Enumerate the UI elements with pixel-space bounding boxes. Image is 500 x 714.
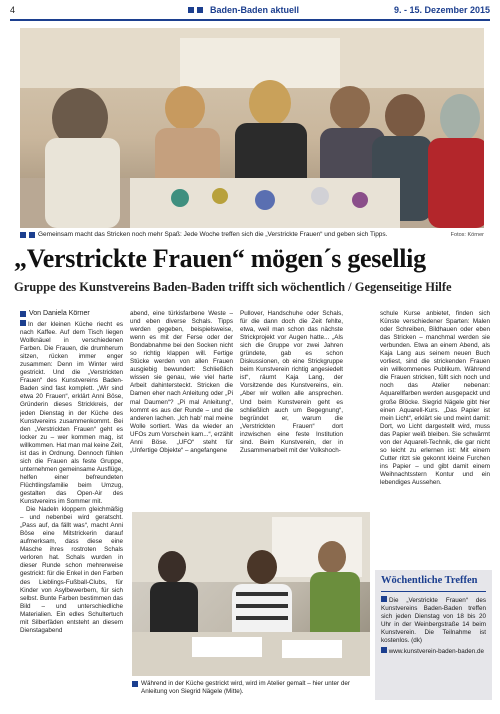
article-column-4 [380, 310, 490, 570]
photo-caption-text: Gemeinsam macht das Stricken noch mehr Spaß: Jede Woche treffen sich die „Verstrickte Frauen“ und geben sich Tipps. [38, 231, 388, 238]
article-paragraph: abend, eine türkisfarbene Weste – und eben diverse Schals. Tipps werden gegeben, beispielsweise, wenn es mit der Ferse oder der Bondabnahme bei den Socken nicht so richtig klappen will. Fertige Stücke werden von allen Frauen ausgiebig bewundert: Schließlich wissen sie genau, wie viel harte Arbeit dahintersteckt. Stricken die Damen eher nach Anleitung oder „Pi mal Daumen“? „Pi mal Anleitung“, kommt es aus der Runde – und die anderen lachen. „Ich hab' mal meine Wolle sortiert. Was da wieder an UFOs zum Vorschein kam...“, erzählt Anni Böse. „UFO“ steht für „Unfertige Objekte“ – angefangene [130, 310, 233, 454]
info-box-rule [381, 591, 486, 592]
photo2-caption-text: Während in der Küche gestrickt wird, wird im Atelier gemalt – hier unter der Anleitung von Siegrid Nägele (Mitte). [141, 680, 350, 695]
page-header [10, 2, 490, 18]
issue-date: 9. - 15. Dezember 2015 [393, 5, 490, 15]
square-bullet-icon [188, 7, 194, 13]
header-rule [10, 19, 490, 21]
byline-text: Von Daniela Körner [29, 310, 90, 317]
info-box-text: Die „Verstrickte Frauen“ des Kunstvereins Baden-Baden treffen sich jeden Dienstag von 18 bis 20 Uhr in der Weinbergstraße 14 beim Kunstverein. Die Teilnahme ist kostenlos. (dk) [381, 597, 486, 644]
article-headline: „Verstrickte Frauen“ mögen´s gesellig [14, 244, 426, 273]
square-bullet-icon [20, 311, 26, 317]
square-bullet-icon [132, 681, 138, 687]
square-bullet-icon [197, 7, 203, 13]
page-number: 4 [10, 5, 16, 15]
info-box-link[interactable]: www.kunstverein-baden-baden.de [381, 647, 486, 656]
square-bullet-icon [381, 647, 387, 653]
section-label: Baden-Baden aktuell [210, 5, 300, 15]
painting-class-photo [132, 512, 370, 676]
info-box-signoff: (dk) [411, 637, 422, 644]
square-bullet-icon [20, 320, 26, 326]
article-column-3 [240, 310, 343, 517]
square-bullet-icon [20, 232, 26, 238]
square-bullet-icon [381, 596, 387, 602]
info-box-title: Wöchentliche Treffen [381, 575, 478, 586]
knitting-group-photo [20, 28, 484, 228]
square-bullet-icon [29, 232, 35, 238]
article-paragraph: Die Nadeln kloppern gleichmäßig – und nebenbei wird geratscht. „Pass auf, da fällt was“, macht Anni Böse eine Mitstrickerin darauf aufmerksam, dass diese eine Masche ihres rostroten Schals verloren hat. Schals wurden in dieser Runde schon mehrerweise gestrickt: für die Enkel in den Farben des Lieblings-Fußball-Clubs, für Kinder von Asylbewerbern, für sich selbst. Bunte Farben bestimmen das Bild – und unterschiedliche Materialien. Ein edles Schultertuch mit Silberfäden entsteht an diesem Dienstagabend [20, 506, 123, 634]
article-column-2 [130, 310, 233, 517]
article-column-1 [20, 320, 123, 698]
section-title [188, 5, 299, 15]
byline [20, 310, 90, 317]
photo-credit: Fotos: Körner [450, 231, 484, 238]
photo2-caption [132, 680, 370, 696]
article-subheadline: Gruppe des Kunstvereins Baden-Baden trifft sich wöchentlich / Gegenseitige Hilfe [14, 280, 452, 294]
info-box [375, 570, 492, 700]
article-paragraph: In der kleinen Küche riecht es nach Kaffee. Auf dem Tisch liegen Wollknäuel in verschiedenen Farben. Die Frauen, die drumherum sitzen, rücken immer enger zusammen: Denn im Winter wird gestrickt. Und die „Verstrickten Frauen“ des Kunstvereins Baden-Baden sind fast komplett. „Wir sind etwa 20 Frauen“, erklärt Anni Böse, Gründerin dieses Strickkreis, der jeden Dienstag in der Küche des Kunstvereins zusammenkommt. Bei den „Verstrickten Frauen“ geht es locker zu – wer kommen mag, ist willkommen. Hat man mal keine Zeit, ist das in Ordnung. Dennoch fühlen sich die Frauen als feste Gruppe, unternehmen gemeinsame Ausflüge, helfen einer befreundeten Flüchtlingsfamilie beim Umzug, gestalten das Open-Air des Kunstvereins im Sommer mit. [20, 321, 123, 506]
photo-caption [20, 231, 484, 238]
article-paragraph: schule Kurse anbietet, finden sich Künste verschiedener Sparten: Malen oder Schreiben, Bildhauen oder eben das Stricken – manchmal werden sie verbunden. Etwa an einem Abend, als Kaja Lang aus seinem neuen Buch vorliest, sind die strickenden Frauen ein willkommenes Publikum. Während die Frauen stricken, füllt sich noch und noch das Atelier nebenan: Aquarellfarben werden ausgepackt und große Blöcke. Siegrid Nägele gibt hier einen Aquarell-Kurs. „Das Papier ist mein Licht“, erklärt sie und meint damit: Dort, wo Licht dargestellt wird, muss das Papier weiß bleiben. Sie schwärmt von der Aquarell-Technik, die gar nicht so leicht zu erlernen ist: Mit einem Cutter ritzt sie gekonnt kleine Furchen ins Papier – und gibt damit einem Weihnachtsstern Kontur und ein lebendiges Aussehen. [380, 310, 490, 486]
article-paragraph: Pullover, Handschuhe oder Schals, für die dann doch die Zeit fehlte, etwa, weil man schon das nächste Strickprojekt vor Augen hatte... „Als sich die Gruppe vor zwei Jahren gründete, gab es schon Diskussionen, ob eine Strickgruppe beim Kunstverein richtig angesiedelt ist“, räumt Kaja Lang, der Vorsitzende des Kunstvereins, ein. „Aber wir wollen alle ansprechen. Und beim Kunstverein geht es schließlich auch um Begegnung“, begründet er, warum die „Verstrickten Frauen“ dort inzwischen eine feste Institution sind. Beim Kunstverein, der in Zusammenarbeit mit der Volkshoch- [240, 310, 343, 454]
